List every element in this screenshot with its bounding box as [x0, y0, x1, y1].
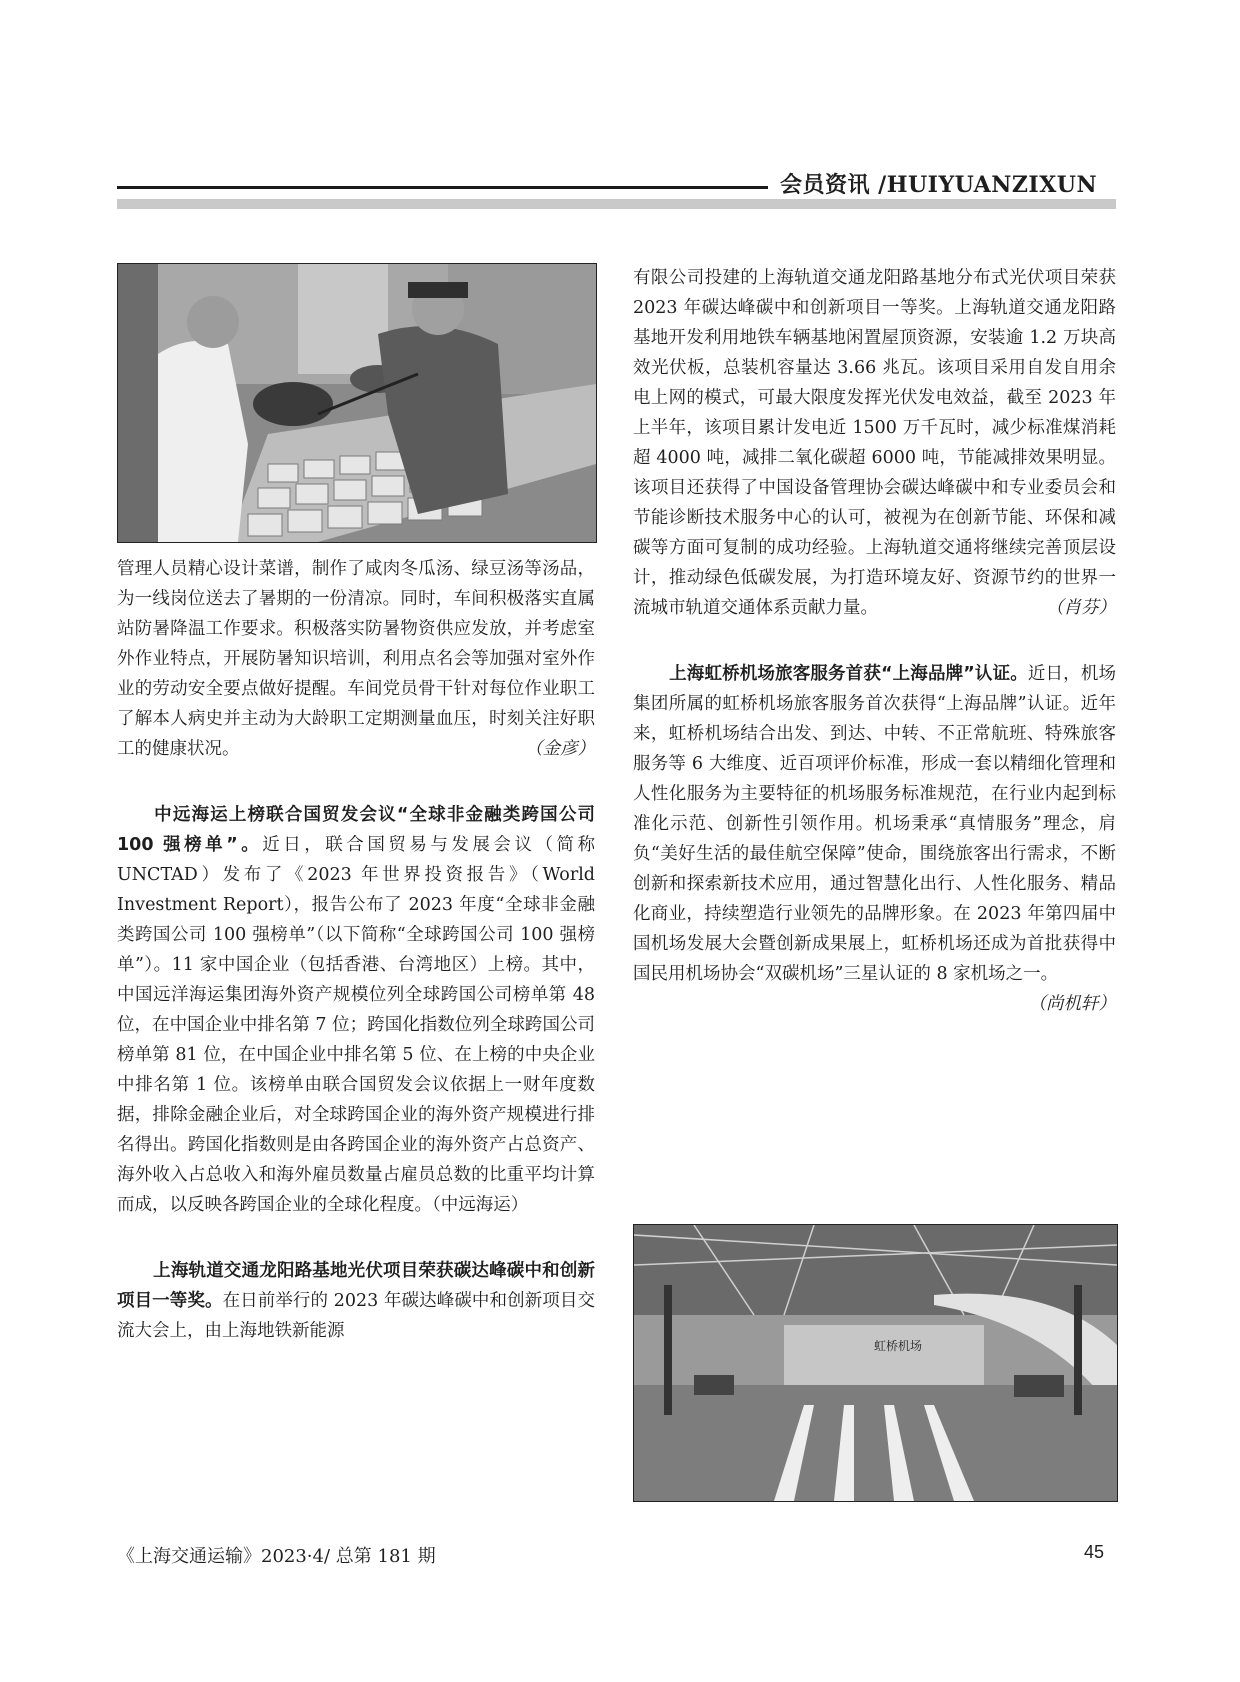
left-column	[117, 554, 595, 1346]
article-text	[117, 1256, 595, 1346]
article-body: 在日前举行的 2023 年碳达峰碳中和创新项目交流大会上，由上海地铁新能源	[117, 1291, 595, 1341]
article-headline: 上海虹桥机场旅客服务首获“上海品牌”认证。	[669, 664, 1028, 684]
header-rule	[117, 186, 768, 189]
airport-sign: 虹桥机场	[874, 1339, 923, 1353]
article-author: （中远海运）	[432, 1195, 529, 1215]
article-text	[117, 800, 595, 1220]
kitchen-photo	[117, 263, 597, 543]
right-column	[633, 263, 1116, 1019]
header-band	[117, 199, 1116, 209]
article-body: 近日，机场集团所属的虹桥机场旅客服务首次获得“上海品牌”认证。近年来，虹桥机场结合出发、到达、中转、不正常航班、特殊旅客服务等 6 大维度、近百项评价标准，形成一套以精细化管理和人性化服务为主要特征的机场服务标准规范，在行业内起到标准化示范、创新性引领作用。机场秉承“真情服务”理念，肩负“美好生活的最佳航空保障”使命，围绕旅客出行需求，不断创新和探索新技术应用，通过智慧化出行、人性化服务、精品化商业，持续塑造行业领先的品牌形象。在 2023 年第四届中国机场发展大会暨创新成果展上，虹桥机场还成为首批获得中国民用机场协会“双碳机场”三星认证的 8 家机场之一。	[633, 664, 1116, 984]
article-text	[633, 263, 1116, 623]
article-headline: 上海轨道交通龙阳路基地光伏项目荣获碳达峰碳中和创新项目一等奖。	[117, 1261, 595, 1311]
article-author: （金彦）	[525, 739, 595, 759]
journal-footer: 《上海交通运输》2023·4/ 总第 181 期	[117, 1546, 436, 1567]
airport-photo	[633, 1224, 1118, 1502]
page-number: 45	[1084, 1542, 1105, 1562]
article-body: 有限公司投建的上海轨道交通龙阳路基地分布式光伏项目荣获 2023 年碳达峰碳中和创新项目一等奖。上海轨道交通龙阳路基地开发利用地铁车辆基地闲置屋顶资源，安装逾 1.2 万块高效光伏板，总装机容量达 3.66 兆瓦。该项目采用自发自用余电上网的模式，可最大限度发挥光伏发电效益，截至 2023 年上半年，该项目累计发电近 1500 万千瓦时，减少标准煤消耗超 4000 吨，减排二氧化碳超 6000 吨，节能减排效果明显。该项目还获得了中国设备管理协会碳达峰碳中和专业委员会和节能诊断技术服务中心的认可，被视为在创新节能、环保和减碳等方面可复制的成功经验。上海轨道交通将继续完善顶层设计，推动绿色低碳发展，为打造环境友好、资源节约的世界一流城市轨道交通体系贡献力量。	[633, 268, 1116, 618]
section-title: 会员资讯 /HUIYUANZIXUN	[780, 172, 1098, 198]
article-author: （尚机轩）	[1028, 994, 1116, 1014]
article-text	[117, 554, 595, 764]
article-author: （肖芬）	[1046, 598, 1116, 618]
article-body: 管理人员精心设计菜谱，制作了咸肉冬瓜汤、绿豆汤等汤品，为一线岗位送去了暑期的一份清凉。同时，车间积极落实直属站防暑降温工作要求。积极落实防暑物资供应发放，并考虑室外作业特点，开展防暑知识培训，利用点名会等加强对室外作业的劳动安全要点做好提醒。车间党员骨干针对每位作业职工了解本人病史并主动为大龄职工定期测量血压，时刻关注好职工的健康状况。	[117, 559, 595, 759]
article-text	[633, 659, 1116, 1014]
article-body: 近日，联合国贸易与发展会议（简称 UNCTAD）发布了《2023 年世界投资报告》（World Investment Report），报告公布了 2023 年度“全球非金融类跨国公司 100 强榜单”（以下简称“全球跨国公司 100 强榜单”）。11 家中国企业（包括香港、台湾地区）上榜。其中，中国远洋海运集团海外资产规模位列全球跨国公司榜单第 48 位，在中国企业中排名第 7 位；跨国化指数位列全球跨国公司榜单第 81 位，在中国企业中排名第 5 位、在上榜的中央企业中排名第 1 位。该榜单由联合国贸发会议依据上一财年度数据，排除金融企业后，对全球跨国企业的海外资产规模进行排名得出。跨国化指数则是由各跨国企业的海外资产占总资产、海外收入占总收入和海外雇员数量占雇员总数的比重平均计算而成，以反映各跨国企业的全球化程度。	[117, 835, 596, 1215]
article-headline: 中远海运上榜联合国贸发会议“全球非金融类跨国公司 100 强榜单”。	[117, 805, 595, 855]
